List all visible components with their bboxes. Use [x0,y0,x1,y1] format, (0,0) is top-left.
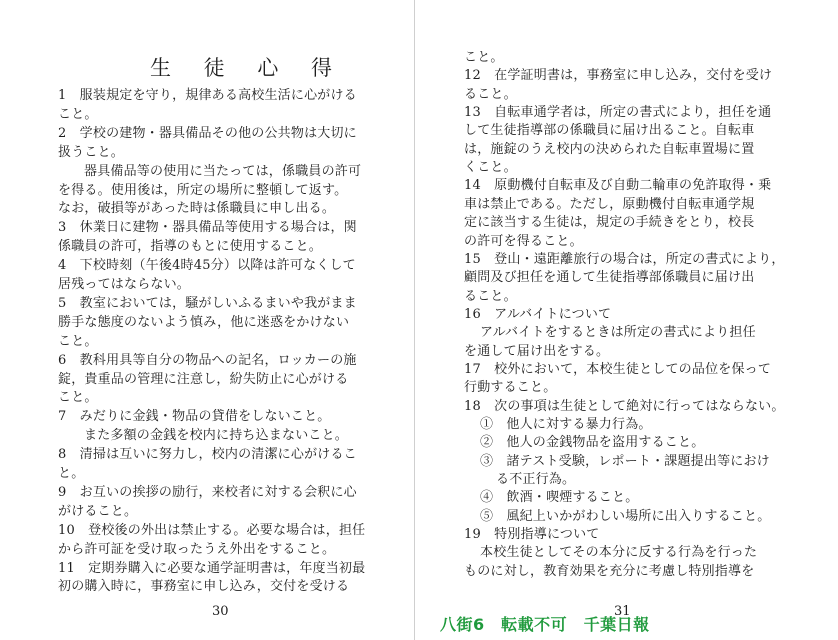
text-line: こと。 [464,50,504,65]
text-line: 係職員の許可，指導のもとに使用すること。 [58,239,323,255]
right-page [420,0,838,640]
text-line: 7 みだりに金銭・物品の貸借をしないこと。 [58,409,331,425]
text-line: の許可を得ること。 [464,233,583,249]
text-line: 13 自転車通学者は，所定の書式により，担任を通 [464,105,772,121]
text-line: ものに対し，教育効果を充分に考慮し特別指導を [464,563,755,579]
text-line: を通して届け出をする。 [464,343,610,359]
text-line: アルバイトをするときは所定の書式により担任 [480,325,756,341]
text-line: 3 休業日に建物・器具備品等使用する場合は，関 [58,220,357,236]
text-line: ること。 [464,86,517,102]
text-line: 5 教室においては，騒がしいふるまいや我がまま [58,295,357,311]
text-line: ① 他人に対する暴力行為。 [480,417,652,432]
text-line: から許可証を受け取ったうえ外出をすること。 [58,541,336,557]
text-line: 9 お互いの挨拶の励行，来校者に対する会釈に心 [58,484,357,500]
text-line: 19 特別指導について [464,527,600,543]
text-line: 11 定期券購入に必要な通学証明書は，年度当初最 [58,560,366,576]
text-line: 定に該当する生徒は，規定の手続きをとり，校長 [464,215,755,231]
text-line: こと。 [58,333,98,349]
text-line: 車は禁止である。ただし，原動機付自転車通学規 [464,196,755,212]
footer-watermark-note: 八街6 転載不可 千葉日報 [440,615,650,634]
text-line: 8 清掃は互いに努力し，校内の清潔に心がけるこ [58,447,357,463]
page-number-right: 31 [614,604,631,619]
page-number-left: 30 [212,604,229,619]
text-line: ⑤ 風紀上いかがわしい場所に出入りすること。 [480,508,771,524]
text-line: また多額の金銭を校内に持ち込まないこと。 [84,428,349,444]
text-line: ③ 諸テスト受験，レポート・課題提出等におけ [480,453,770,469]
text-line: ④ 飲酒・喫煙すること。 [480,490,639,506]
text-line: ること。 [464,288,517,304]
text-line: を得る。使用後は，所定の場所に整頓して返す。 [58,182,348,198]
text-line: 10 登校後の外出は禁止する。必要な場合は，担任 [58,522,366,538]
text-line: 17 校外において，本校生徒としての品位を保って [464,361,772,377]
text-line: 18 次の事項は生徒として絶対に行ってはならない。 [464,398,785,414]
text-line: は，施錠のうえ校内の決められた自転車置場に置 [464,141,755,157]
page-title: 生 徒 心 得 [150,56,346,80]
text-line: して生徒指導部の係職員に届け出ること。自転車 [464,123,755,139]
text-line: 顧問及び担任を通して生徒指導部係職員に届け出 [464,270,755,286]
text-line: る不正行為。 [496,472,576,488]
text-line: 初の購入時に，事務室に申し込み，交付を受ける [58,579,350,595]
text-line: 2 学校の建物・器具備品その他の公共物は大切に [58,125,357,141]
text-line: 14 原動機付自転車及び自動二輪車の免許取得・乗 [464,178,772,194]
text-line: こと。 [58,390,98,406]
text-line: 勝手な態度のないよう慎み，他に迷惑をかけない [58,314,350,330]
text-line: 15 登山・遠距離旅行の場合は，所定の書式により， [464,251,785,267]
text-line: 居残ってはならない。 [58,277,191,292]
text-line: なお，破損等があった時は係職員に申し出る。 [58,201,336,217]
page-gutter [414,0,415,640]
text-line: ② 他人の金銭物品を盗用すること。 [480,435,705,451]
text-line: こと。 [58,106,98,122]
text-line: 行動すること。 [464,380,557,396]
text-line: 6 教科用具等自分の物品への記名，ロッカーの施 [58,352,357,368]
text-line: 12 在学証明書は，事務室に申し込み，交付を受け [464,68,773,84]
text-line: 16 アルバイトについて [464,306,612,322]
text-line: 器具備品等の使用に当たっては，係職員の許可 [84,163,362,179]
text-line: くこと。 [464,160,517,176]
text-line: 扱うこと。 [58,144,125,160]
text-line: がけること。 [58,503,138,519]
text-line: 1 服装規定を守り，規律ある高校生活に心がける [58,88,357,103]
text-line: 本校生徒としてその本分に反する行為を行った [480,545,758,561]
text-line: 錠，貴重品の管理に注意し，紛失防止に心がける [58,371,349,387]
text-line: と。 [58,466,85,481]
text-line: 4 下校時刻（午後4時45分）以降は許可なくして [58,258,356,274]
